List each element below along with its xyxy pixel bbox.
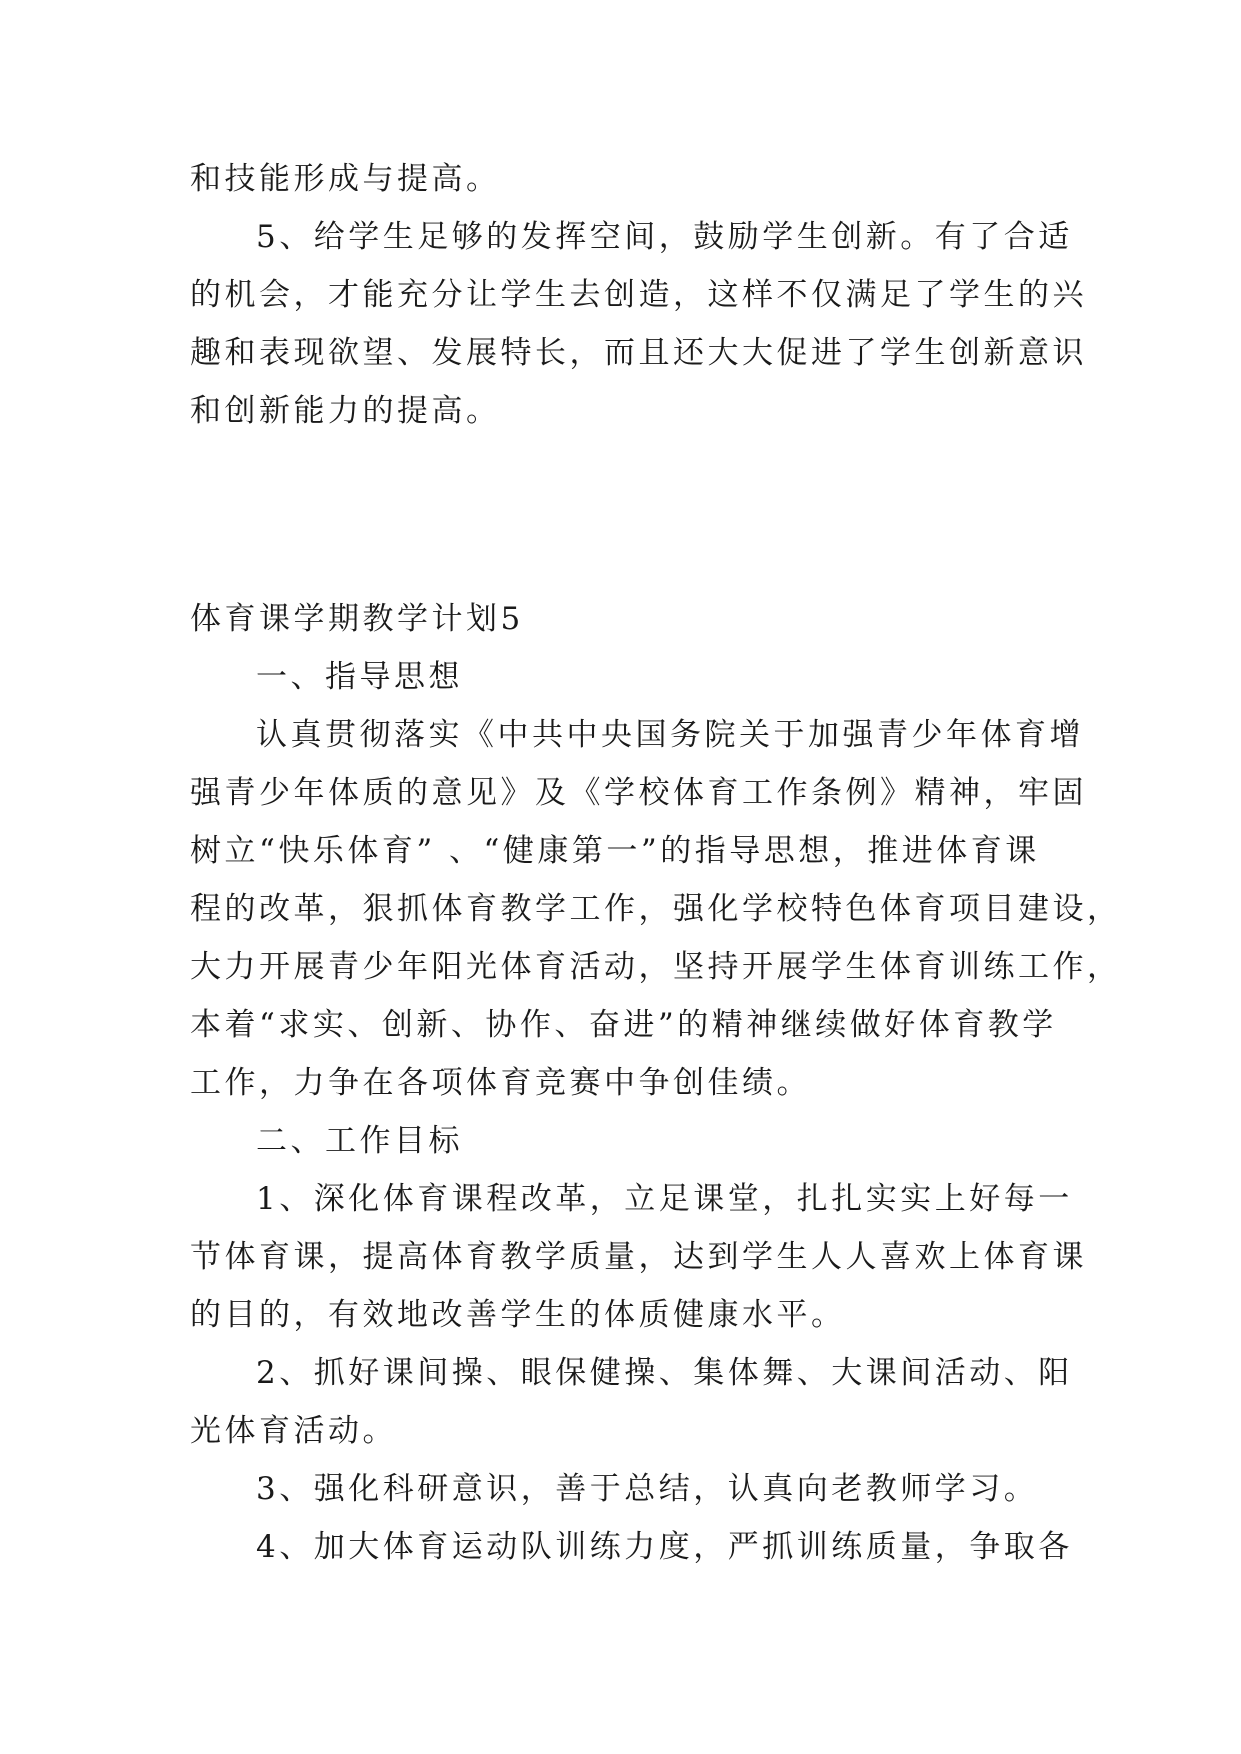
paragraph-line: 3、强化科研意识，善于总结，认真向老教师学习。 [256,1471,1039,1507]
paragraph-line: 趣和表现欲望、发展特长，而且还大大促进了学生创新意识 [190,335,1087,371]
paragraph-line: 节体育课，提高体育教学质量，达到学生人人喜欢上体育课 [190,1239,1087,1275]
section-spacer [190,440,1052,590]
paragraph-line: 树立“快乐体育” 、“健康第一”的指导思想，推进体育课 [190,833,1040,869]
paragraph-line: 的目的，有效地改善学生的体质健康水平。 [190,1297,846,1333]
paragraph-line: 认真贯彻落实《中共中央国务院关于加强青少年体育增 [256,717,1084,753]
paragraph-line: 5、给学生足够的发挥空间，鼓励学生创新。有了合适 [256,219,1073,255]
section-heading-guiding-ideology: 一、指导思想 [256,659,463,695]
paragraph-line: 大力开展青少年阳光体育活动，坚持开展学生体育训练工作， [190,949,1122,985]
paragraph-line: 2、抓好课间操、眼保健操、集体舞、大课间活动、阳 [256,1355,1073,1391]
paragraph-line: 1、深化体育课程改革，立足课堂，扎扎实实上好每一 [256,1181,1073,1217]
document-page [190,150,1122,1576]
paragraph-line: 强青少年体质的意见》及《学校体育工作条例》精神，牢固 [190,775,1087,811]
section-heading-work-goals: 二、工作目标 [256,1123,463,1159]
paragraph-line: 的机会，才能充分让学生去创造，这样不仅满足了学生的兴 [190,277,1087,313]
section-title: 体育课学期教学计划5 [190,601,524,637]
paragraph-line: 光体育活动。 [190,1413,397,1449]
paragraph-line: 工作，力争在各项体育竞赛中争创佳绩。 [190,1065,811,1101]
paragraph-line: 程的改革，狠抓体育教学工作，强化学校特色体育项目建设， [190,891,1122,927]
paragraph-line: 本着“求实、创新、协作、奋进”的精神继续做好体育教学 [190,1007,1057,1043]
paragraph-line: 和创新能力的提高。 [190,393,501,429]
paragraph-line: 4、加大体育运动队训练力度，严抓训练质量，争取各 [256,1529,1073,1565]
paragraph-line: 和技能形成与提高。 [190,161,501,197]
